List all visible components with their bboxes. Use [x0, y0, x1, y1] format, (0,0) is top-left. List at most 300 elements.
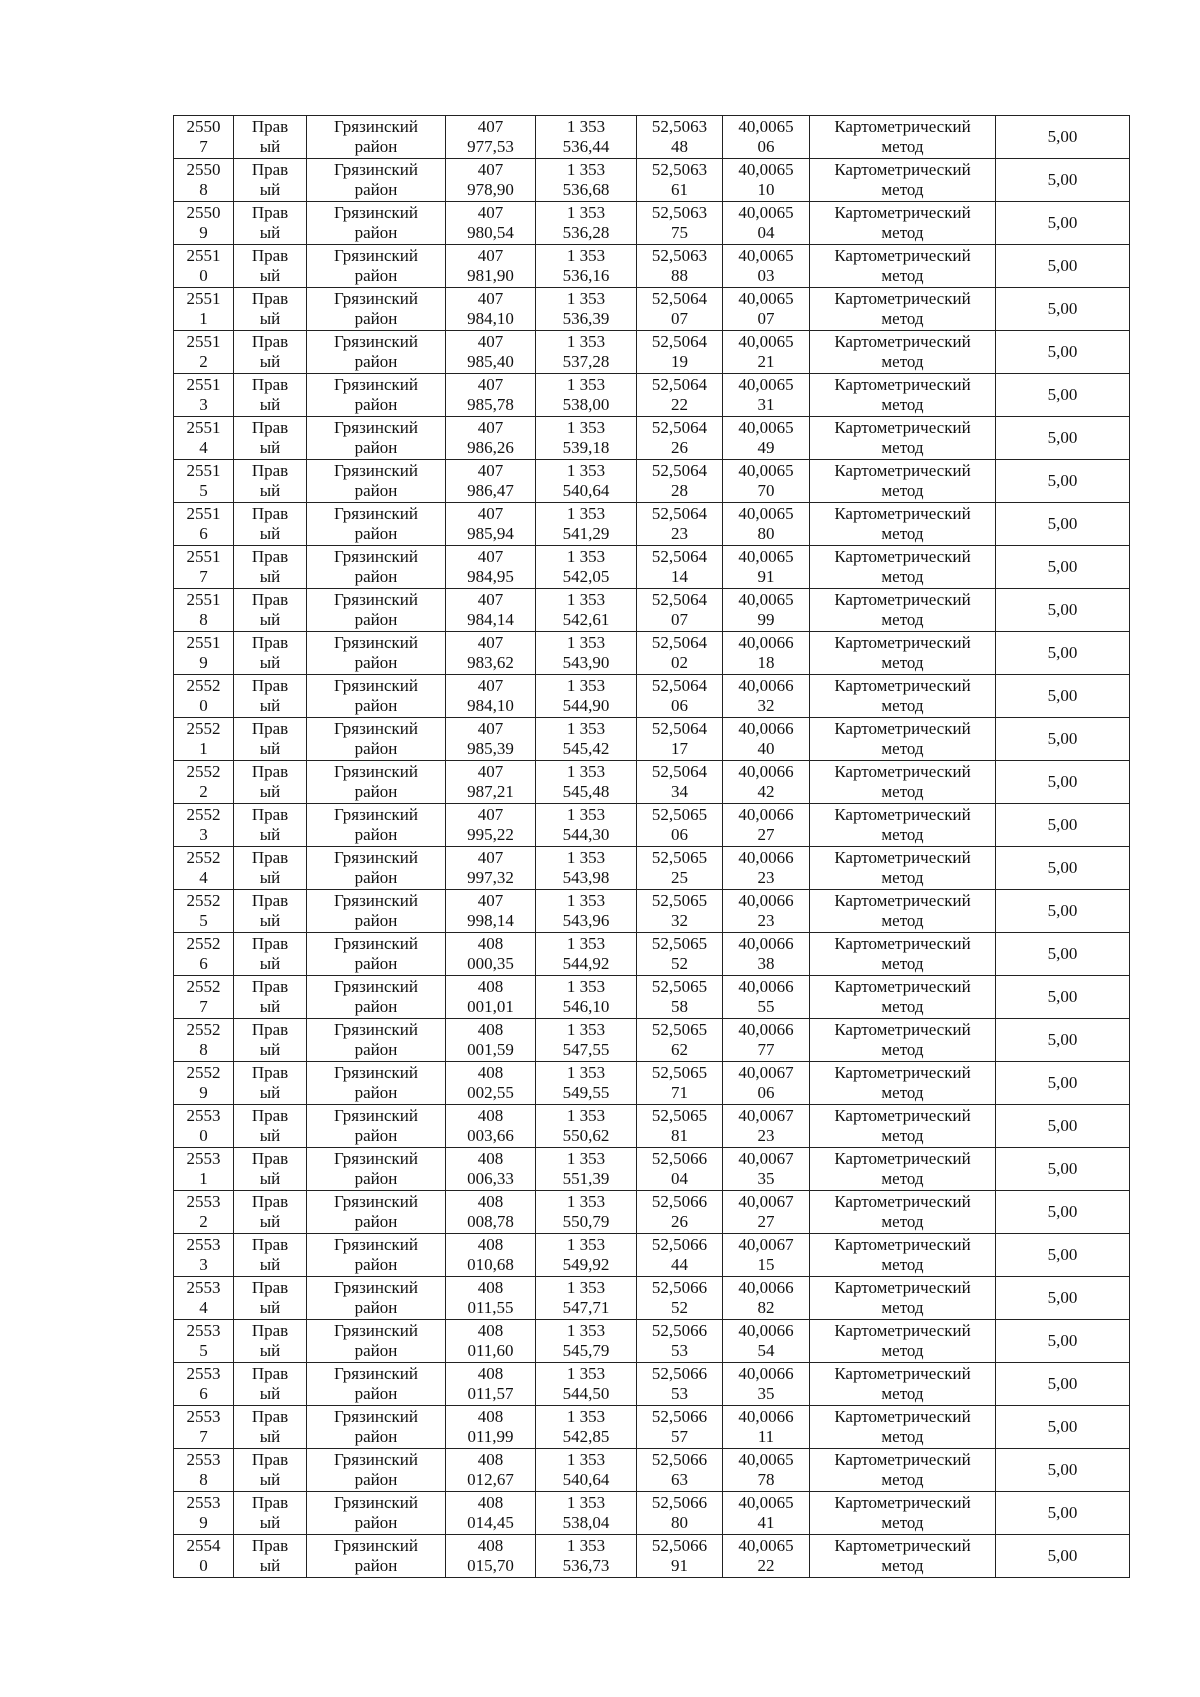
- bank-side-cell-line1: Прав: [251, 547, 289, 566]
- region-cell: [307, 159, 446, 202]
- point-number-cell-line1: 2552: [186, 848, 221, 867]
- accuracy-cell: 5,00: [996, 589, 1130, 632]
- region-cell: [307, 1019, 446, 1062]
- region-cell-line2: район: [354, 868, 398, 887]
- accuracy-cell: 5,00: [996, 202, 1130, 245]
- accuracy-cell: 5,00: [996, 116, 1130, 159]
- longitude-cell-line2: 91: [757, 567, 775, 586]
- bank-side-cell-line1: Прав: [251, 1364, 289, 1383]
- longitude-cell-line1: 40,0067: [738, 1192, 794, 1211]
- x-coordinate-cell-line1: 407: [477, 461, 504, 480]
- latitude-cell-line1: 52,5064: [651, 289, 708, 308]
- method-cell-line1: Картометрический: [834, 375, 971, 394]
- longitude-cell-line2: 41: [757, 1513, 775, 1532]
- region-cell: [307, 1492, 446, 1535]
- x-coordinate-cell: [446, 1363, 536, 1406]
- method-cell-line2: метод: [881, 352, 924, 371]
- longitude-cell-line1: 40,0066: [738, 762, 794, 781]
- y-coordinate-cell-line1: 1 353: [566, 1020, 606, 1039]
- table-row: [174, 159, 1130, 202]
- latitude-cell: [637, 718, 723, 761]
- method-cell-line1: Картометрический: [834, 418, 971, 437]
- method-cell: [810, 288, 996, 331]
- region-cell-line2: район: [354, 180, 398, 199]
- accuracy-cell: 5,00: [996, 159, 1130, 202]
- latitude-cell: [637, 632, 723, 675]
- bank-side-cell-line1: Прав: [251, 762, 289, 781]
- region-cell-line1: Грязинский: [334, 1321, 418, 1340]
- latitude-cell-line2: 48: [671, 137, 688, 156]
- method-cell: [810, 116, 996, 159]
- point-number-cell-line1: 2553: [186, 1364, 221, 1383]
- latitude-cell-line2: 80: [671, 1513, 688, 1532]
- region-cell-line1: Грязинский: [334, 590, 418, 609]
- y-coordinate-cell-line2: 539,18: [562, 438, 610, 457]
- latitude-cell-line2: 07: [671, 309, 688, 328]
- table-row: [174, 976, 1130, 1019]
- accuracy-cell: 5,00: [996, 976, 1130, 1019]
- y-coordinate-cell: [536, 503, 637, 546]
- y-coordinate-cell-line2: 549,55: [562, 1083, 610, 1102]
- point-number-cell-line2: 8: [199, 1470, 208, 1489]
- point-number-cell-line1: 2552: [186, 805, 221, 824]
- x-coordinate-cell-line1: 407: [477, 676, 504, 695]
- x-coordinate-cell: [446, 546, 536, 589]
- latitude-cell-line2: 22: [671, 395, 688, 414]
- y-coordinate-cell-line2: 547,55: [562, 1040, 610, 1059]
- method-cell-line1: Картометрический: [834, 891, 971, 910]
- latitude-cell: [637, 1449, 723, 1492]
- latitude-cell: [637, 933, 723, 976]
- latitude-cell-line2: 26: [671, 438, 688, 457]
- point-number-cell-line2: 4: [199, 868, 208, 887]
- coordinates-table: [173, 115, 1130, 1578]
- longitude-cell-line2: 15: [757, 1255, 775, 1274]
- longitude-cell: [723, 1019, 810, 1062]
- bank-side-cell-line1: Прав: [251, 504, 289, 523]
- longitude-cell: [723, 331, 810, 374]
- x-coordinate-cell-line2: 978,90: [467, 180, 514, 199]
- x-coordinate-cell-line2: 984,10: [467, 696, 514, 715]
- latitude-cell: [637, 1105, 723, 1148]
- bank-side-cell: [234, 976, 307, 1019]
- y-coordinate-cell: [536, 1148, 637, 1191]
- table-row: [174, 718, 1130, 761]
- region-cell-line2: район: [354, 1255, 398, 1274]
- table-row: [174, 503, 1130, 546]
- bank-side-cell-line1: Прав: [251, 633, 289, 652]
- longitude-cell-line2: 31: [757, 395, 775, 414]
- table-row: [174, 245, 1130, 288]
- longitude-cell: [723, 847, 810, 890]
- point-number-cell-line2: 7: [199, 137, 208, 156]
- x-coordinate-cell-line1: 407: [477, 332, 504, 351]
- region-cell-line1: Грязинский: [334, 805, 418, 824]
- x-coordinate-cell-line2: 985,78: [467, 395, 514, 414]
- method-cell-line1: Картометрический: [834, 1235, 971, 1254]
- method-cell: [810, 417, 996, 460]
- method-cell-line1: Картометрический: [834, 1364, 971, 1383]
- region-cell-line1: Грязинский: [334, 332, 418, 351]
- longitude-cell-line2: 49: [757, 438, 775, 457]
- y-coordinate-cell-line1: 1 353: [566, 1106, 606, 1125]
- bank-side-cell-line2: ый: [259, 266, 281, 285]
- y-coordinate-cell-line2: 545,42: [562, 739, 610, 758]
- latitude-cell: [637, 1320, 723, 1363]
- latitude-cell-line2: 25: [671, 868, 688, 887]
- longitude-cell: [723, 632, 810, 675]
- method-cell-line2: метод: [881, 1513, 924, 1532]
- longitude-cell-line2: 32: [757, 696, 775, 715]
- longitude-cell: [723, 589, 810, 632]
- region-cell-line2: район: [354, 481, 398, 500]
- x-coordinate-cell-line2: 000,35: [467, 954, 514, 973]
- region-cell-line2: район: [354, 1556, 398, 1575]
- point-number-cell: [174, 245, 234, 288]
- region-cell: [307, 245, 446, 288]
- x-coordinate-cell-line2: 981,90: [467, 266, 514, 285]
- bank-side-cell-line2: ый: [259, 352, 281, 371]
- y-coordinate-cell: [536, 1019, 637, 1062]
- point-number-cell-line2: 4: [199, 1298, 208, 1317]
- accuracy-cell: 5,00: [996, 761, 1130, 804]
- method-cell-line1: Картометрический: [834, 461, 971, 480]
- x-coordinate-cell-line1: 408: [477, 1407, 504, 1426]
- longitude-cell-line1: 40,0066: [738, 977, 794, 996]
- y-coordinate-cell-line1: 1 353: [566, 375, 606, 394]
- x-coordinate-cell-line2: 977,53: [467, 137, 514, 156]
- x-coordinate-cell: [446, 804, 536, 847]
- point-number-cell: [174, 288, 234, 331]
- bank-side-cell: [234, 933, 307, 976]
- region-cell-line2: район: [354, 1298, 398, 1317]
- y-coordinate-cell-line2: 536,39: [562, 309, 610, 328]
- region-cell-line2: район: [354, 438, 398, 457]
- y-coordinate-cell-line1: 1 353: [566, 117, 606, 136]
- point-number-cell-line2: 0: [199, 266, 208, 285]
- region-cell-line1: Грязинский: [334, 1493, 418, 1512]
- latitude-cell-line2: 91: [671, 1556, 688, 1575]
- bank-side-cell-line2: ый: [259, 137, 281, 156]
- y-coordinate-cell: [536, 761, 637, 804]
- region-cell-line1: Грязинский: [334, 762, 418, 781]
- longitude-cell-line1: 40,0065: [738, 203, 794, 222]
- bank-side-cell: [234, 1363, 307, 1406]
- bank-side-cell-line1: Прав: [251, 1149, 289, 1168]
- bank-side-cell-line1: Прав: [251, 246, 289, 265]
- table-row: [174, 288, 1130, 331]
- longitude-cell: [723, 1234, 810, 1277]
- longitude-cell-line2: 06: [757, 137, 775, 156]
- y-coordinate-cell-line2: 551,39: [562, 1169, 610, 1188]
- y-coordinate-cell-line2: 536,68: [562, 180, 610, 199]
- region-cell-line2: район: [354, 223, 398, 242]
- y-coordinate-cell-line2: 542,61: [562, 610, 610, 629]
- longitude-cell: [723, 460, 810, 503]
- region-cell-line2: район: [354, 352, 398, 371]
- y-coordinate-cell: [536, 1105, 637, 1148]
- x-coordinate-cell-line1: 407: [477, 762, 504, 781]
- point-number-cell-line2: 2: [199, 782, 208, 801]
- longitude-cell-line1: 40,0065: [738, 461, 794, 480]
- bank-side-cell-line1: Прав: [251, 418, 289, 437]
- region-cell-line1: Грязинский: [334, 1278, 418, 1297]
- method-cell: [810, 245, 996, 288]
- x-coordinate-cell-line2: 011,60: [467, 1341, 514, 1360]
- longitude-cell-line1: 40,0066: [738, 676, 794, 695]
- method-cell: [810, 460, 996, 503]
- y-coordinate-cell: [536, 1320, 637, 1363]
- point-number-cell-line1: 2550: [186, 203, 221, 222]
- accuracy-cell: 5,00: [996, 718, 1130, 761]
- x-coordinate-cell-line2: 014,45: [467, 1513, 514, 1532]
- region-cell-line1: Грязинский: [334, 203, 418, 222]
- bank-side-cell-line1: Прав: [251, 117, 289, 136]
- bank-side-cell: [234, 761, 307, 804]
- method-cell-line1: Картометрический: [834, 762, 971, 781]
- bank-side-cell-line1: Прав: [251, 1278, 289, 1297]
- y-coordinate-cell-line1: 1 353: [566, 1493, 606, 1512]
- point-number-cell-line2: 2: [199, 352, 208, 371]
- point-number-cell-line2: 1: [199, 309, 208, 328]
- longitude-cell-line2: 55: [757, 997, 775, 1016]
- method-cell: [810, 804, 996, 847]
- latitude-cell-line1: 52,5064: [651, 762, 708, 781]
- bank-side-cell-line2: ый: [259, 1212, 281, 1231]
- point-number-cell-line2: 7: [199, 1427, 208, 1446]
- x-coordinate-cell: [446, 1449, 536, 1492]
- longitude-cell-line1: 40,0066: [738, 1020, 794, 1039]
- latitude-cell-line2: 81: [671, 1126, 688, 1145]
- region-cell: [307, 847, 446, 890]
- method-cell: [810, 933, 996, 976]
- region-cell: [307, 804, 446, 847]
- y-coordinate-cell: [536, 116, 637, 159]
- table-row: [174, 761, 1130, 804]
- region-cell: [307, 1320, 446, 1363]
- region-cell-line2: район: [354, 911, 398, 930]
- point-number-cell-line1: 2551: [186, 547, 221, 566]
- region-cell: [307, 1363, 446, 1406]
- longitude-cell: [723, 718, 810, 761]
- bank-side-cell-line2: ый: [259, 1255, 281, 1274]
- x-coordinate-cell: [446, 847, 536, 890]
- y-coordinate-cell-line2: 545,79: [562, 1341, 610, 1360]
- x-coordinate-cell-line2: 001,01: [467, 997, 514, 1016]
- point-number-cell-line2: 3: [199, 825, 208, 844]
- longitude-cell-line1: 40,0065: [738, 547, 794, 566]
- region-cell-line2: район: [354, 1384, 398, 1403]
- y-coordinate-cell-line2: 537,28: [562, 352, 610, 371]
- longitude-cell-line2: 27: [757, 825, 775, 844]
- longitude-cell: [723, 1535, 810, 1578]
- x-coordinate-cell-line1: 407: [477, 289, 504, 308]
- bank-side-cell-line1: Прав: [251, 590, 289, 609]
- longitude-cell-line1: 40,0066: [738, 891, 794, 910]
- x-coordinate-cell-line1: 407: [477, 891, 504, 910]
- region-cell-line1: Грязинский: [334, 160, 418, 179]
- x-coordinate-cell: [446, 503, 536, 546]
- method-cell-line1: Картометрический: [834, 289, 971, 308]
- longitude-cell-line2: 07: [757, 309, 775, 328]
- x-coordinate-cell: [446, 1191, 536, 1234]
- y-coordinate-cell-line2: 538,00: [562, 395, 610, 414]
- x-coordinate-cell: [446, 1535, 536, 1578]
- x-coordinate-cell-line1: 407: [477, 117, 504, 136]
- method-cell-line2: метод: [881, 1427, 924, 1446]
- y-coordinate-cell-line1: 1 353: [566, 547, 606, 566]
- y-coordinate-cell-line1: 1 353: [566, 504, 606, 523]
- point-number-cell: [174, 804, 234, 847]
- region-cell: [307, 589, 446, 632]
- bank-side-cell: [234, 1148, 307, 1191]
- latitude-cell: [637, 1406, 723, 1449]
- bank-side-cell-line2: ый: [259, 1513, 281, 1532]
- latitude-cell-line1: 52,5066: [651, 1321, 708, 1340]
- bank-side-cell: [234, 460, 307, 503]
- x-coordinate-cell-line2: 008,78: [467, 1212, 514, 1231]
- method-cell-line2: метод: [881, 1083, 924, 1102]
- bank-side-cell: [234, 632, 307, 675]
- point-number-cell-line1: 2551: [186, 418, 221, 437]
- bank-side-cell: [234, 1062, 307, 1105]
- y-coordinate-cell: [536, 1277, 637, 1320]
- table-row: [174, 1019, 1130, 1062]
- y-coordinate-cell-line2: 543,98: [562, 868, 610, 887]
- x-coordinate-cell: [446, 116, 536, 159]
- bank-side-cell-line2: ый: [259, 1556, 281, 1575]
- method-cell: [810, 159, 996, 202]
- accuracy-cell: 5,00: [996, 675, 1130, 718]
- accuracy-cell: 5,00: [996, 288, 1130, 331]
- longitude-cell-line1: 40,0066: [738, 805, 794, 824]
- y-coordinate-cell: [536, 804, 637, 847]
- x-coordinate-cell-line1: 408: [477, 1450, 504, 1469]
- latitude-cell-line2: 02: [671, 653, 688, 672]
- point-number-cell-line1: 2553: [186, 1235, 221, 1254]
- point-number-cell-line2: 7: [199, 997, 208, 1016]
- y-coordinate-cell: [536, 245, 637, 288]
- bank-side-cell-line2: ый: [259, 438, 281, 457]
- latitude-cell-line2: 23: [671, 524, 688, 543]
- region-cell-line2: район: [354, 266, 398, 285]
- point-number-cell-line1: 2553: [186, 1493, 221, 1512]
- bank-side-cell: [234, 116, 307, 159]
- table-row: [174, 1277, 1130, 1320]
- y-coordinate-cell: [536, 202, 637, 245]
- bank-side-cell-line1: Прав: [251, 977, 289, 996]
- latitude-cell: [637, 1019, 723, 1062]
- latitude-cell-line2: 04: [671, 1169, 688, 1188]
- accuracy-cell: 5,00: [996, 503, 1130, 546]
- longitude-cell: [723, 245, 810, 288]
- point-number-cell-line2: 6: [199, 1384, 208, 1403]
- bank-side-cell: [234, 589, 307, 632]
- table-row: [174, 1535, 1130, 1578]
- point-number-cell-line2: 9: [199, 1513, 208, 1532]
- latitude-cell-line1: 52,5063: [651, 246, 708, 265]
- x-coordinate-cell-line2: 015,70: [467, 1556, 514, 1575]
- latitude-cell: [637, 1535, 723, 1578]
- y-coordinate-cell: [536, 1535, 637, 1578]
- point-number-cell-line2: 2: [199, 1212, 208, 1231]
- point-number-cell-line2: 4: [199, 438, 208, 457]
- point-number-cell: [174, 417, 234, 460]
- bank-side-cell-line2: ый: [259, 1298, 281, 1317]
- latitude-cell: [637, 159, 723, 202]
- x-coordinate-cell-line1: 407: [477, 848, 504, 867]
- bank-side-cell-line2: ый: [259, 868, 281, 887]
- latitude-cell-line1: 52,5065: [651, 1063, 708, 1082]
- bank-side-cell-line2: ый: [259, 782, 281, 801]
- method-cell-line2: метод: [881, 223, 924, 242]
- y-coordinate-cell: [536, 1191, 637, 1234]
- longitude-cell-line2: 06: [757, 1083, 775, 1102]
- method-cell-line1: Картометрический: [834, 547, 971, 566]
- y-coordinate-cell-line1: 1 353: [566, 203, 606, 222]
- longitude-cell-line1: 40,0066: [738, 633, 794, 652]
- region-cell-line1: Грязинский: [334, 1450, 418, 1469]
- latitude-cell: [637, 675, 723, 718]
- point-number-cell-line1: 2552: [186, 676, 221, 695]
- latitude-cell-line1: 52,5066: [651, 1364, 708, 1383]
- region-cell: [307, 1277, 446, 1320]
- latitude-cell: [637, 245, 723, 288]
- latitude-cell-line1: 52,5064: [651, 676, 708, 695]
- x-coordinate-cell-line1: 407: [477, 719, 504, 738]
- x-coordinate-cell-line2: 003,66: [467, 1126, 514, 1145]
- latitude-cell-line2: 63: [671, 1470, 688, 1489]
- longitude-cell-line1: 40,0066: [738, 719, 794, 738]
- latitude-cell-line1: 52,5064: [651, 633, 708, 652]
- x-coordinate-cell-line1: 408: [477, 1278, 504, 1297]
- bank-side-cell: [234, 718, 307, 761]
- longitude-cell-line1: 40,0066: [738, 848, 794, 867]
- region-cell-line1: Грязинский: [334, 1063, 418, 1082]
- x-coordinate-cell-line1: 407: [477, 504, 504, 523]
- longitude-cell-line2: 04: [757, 223, 775, 242]
- method-cell-line2: метод: [881, 1255, 924, 1274]
- accuracy-cell: 5,00: [996, 1320, 1130, 1363]
- method-cell-line2: метод: [881, 1556, 924, 1575]
- latitude-cell-line1: 52,5063: [651, 203, 708, 222]
- accuracy-cell: 5,00: [996, 632, 1130, 675]
- accuracy-cell: 5,00: [996, 1062, 1130, 1105]
- bank-side-cell-line1: Прав: [251, 1106, 289, 1125]
- x-coordinate-cell-line2: 001,59: [467, 1040, 514, 1059]
- bank-side-cell-line1: Прав: [251, 805, 289, 824]
- y-coordinate-cell-line1: 1 353: [566, 1536, 606, 1555]
- bank-side-cell-line1: Прав: [251, 203, 289, 222]
- x-coordinate-cell-line1: 407: [477, 590, 504, 609]
- bank-side-cell-line1: Прав: [251, 289, 289, 308]
- bank-side-cell-line2: ый: [259, 1470, 281, 1489]
- table-row: [174, 847, 1130, 890]
- longitude-cell: [723, 1363, 810, 1406]
- longitude-cell-line2: 99: [757, 610, 775, 629]
- bank-side-cell-line1: Прав: [251, 934, 289, 953]
- method-cell-line1: Картометрический: [834, 633, 971, 652]
- latitude-cell-line2: 75: [671, 223, 688, 242]
- latitude-cell: [637, 417, 723, 460]
- x-coordinate-cell-line2: 011,99: [467, 1427, 514, 1446]
- point-number-cell-line2: 7: [199, 567, 208, 586]
- bank-side-cell: [234, 1191, 307, 1234]
- region-cell: [307, 546, 446, 589]
- y-coordinate-cell: [536, 632, 637, 675]
- x-coordinate-cell-line1: 407: [477, 246, 504, 265]
- table-row: [174, 1105, 1130, 1148]
